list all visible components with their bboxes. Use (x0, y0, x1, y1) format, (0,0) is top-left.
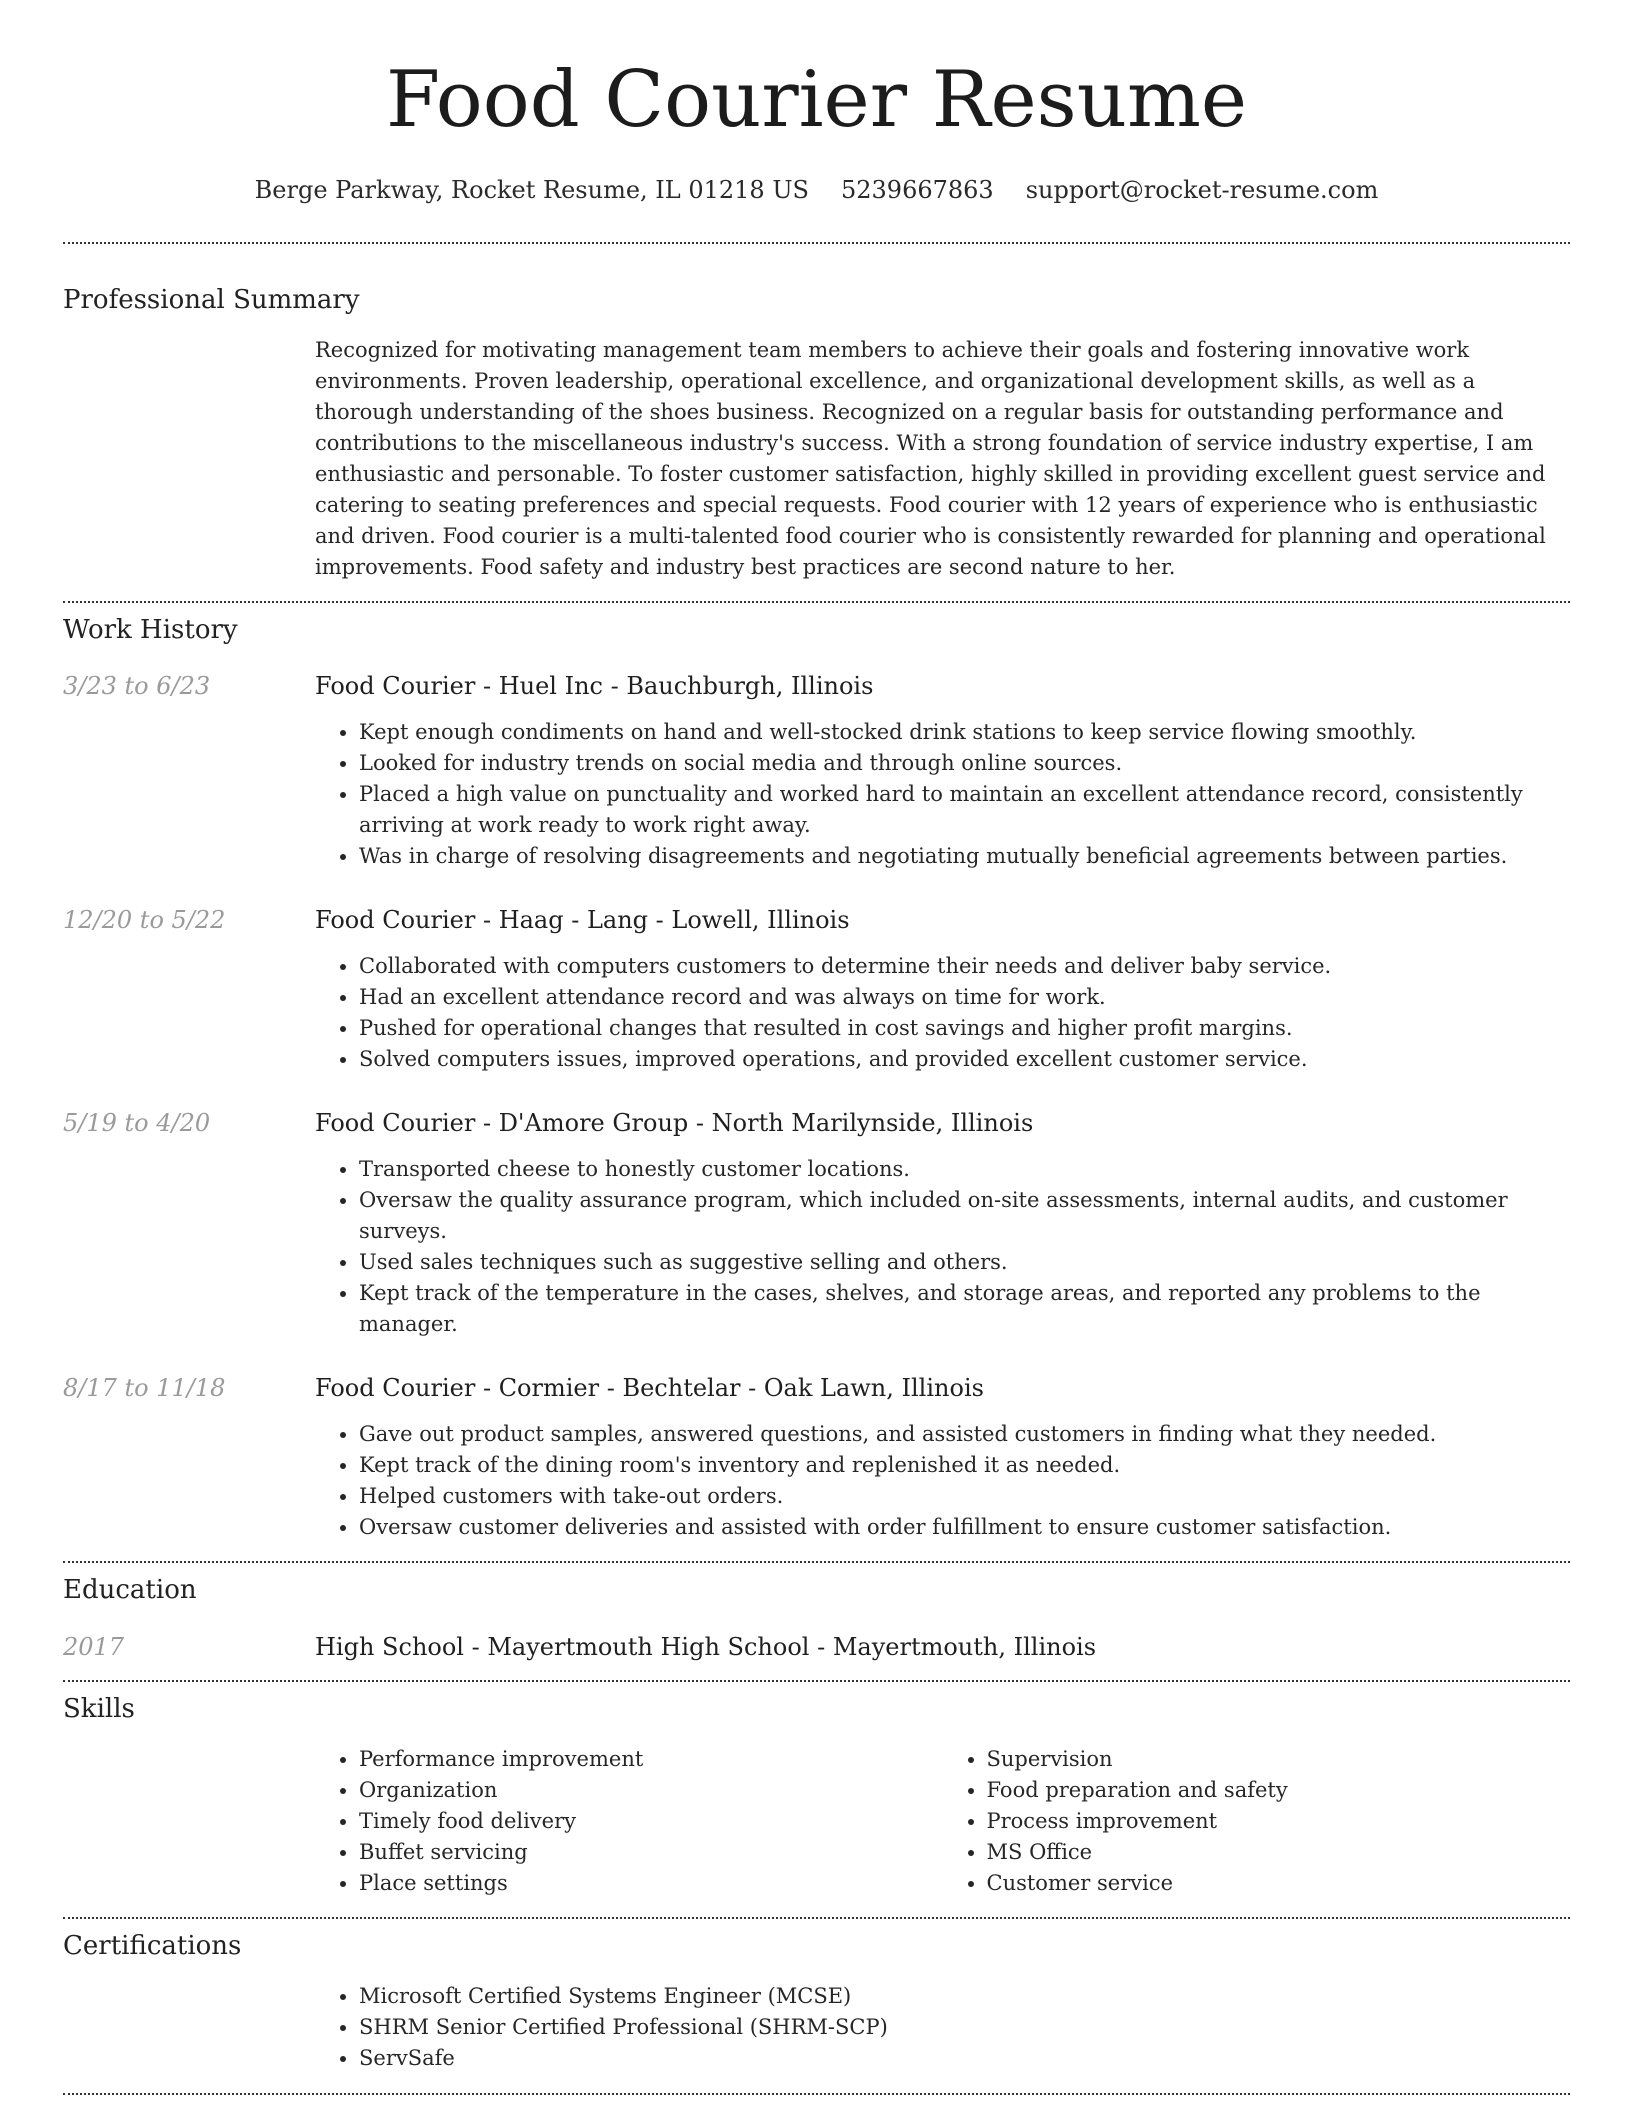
job-bullets (315, 1419, 1570, 1543)
skill-item: • MS Office (987, 1837, 1571, 1868)
job-bullet: • Kept track of the temperature in the cases, shelves, and storage areas, and reported any problems to the manager. (359, 1278, 1570, 1340)
certifications-list (315, 1981, 1570, 2074)
resume-title: Food Courier Resume (385, 55, 1248, 145)
job-dates: 12/20 to 5/22 (63, 906, 226, 934)
skill-item: • Process improvement (987, 1806, 1571, 1837)
job-bullet: • Solved computers issues, improved operations, and provided excellent customer service. (359, 1044, 1570, 1075)
job-title: Food Courier - Cormier - Bechtelar - Oak Lawn, Illinois (315, 1374, 984, 1402)
job-dates: 5/19 to 4/20 (63, 1109, 211, 1137)
job-bullet: • Collaborated with computers customers to determine their needs and deliver baby service. (359, 951, 1570, 982)
divider (63, 1680, 1570, 1682)
divider (63, 1917, 1570, 1919)
skills-row (63, 1744, 1570, 1899)
job-bullet: • Kept enough condiments on hand and well-stocked drink stations to keep service flowing smoothly. (359, 717, 1570, 748)
skills-list-left (315, 1744, 943, 1899)
job-bullet: • Oversaw the quality assurance program, which included on-site assessments, internal audits, and customer surveys. (359, 1185, 1570, 1247)
skills-list-right (943, 1744, 1571, 1899)
education-detail: High School - Mayertmouth High School - Mayertmouth, Illinois (315, 1633, 1097, 1661)
job-bullet: • Oversaw customer deliveries and assisted with order fulfillment to ensure customer satisfaction. (359, 1512, 1570, 1543)
job-bullet: • Kept track of the dining room's inventory and replenished it as needed. (359, 1450, 1570, 1481)
education-heading: Education (63, 1575, 197, 1605)
job-bullets (315, 951, 1570, 1075)
skill-item: • Supervision (987, 1744, 1571, 1775)
job-bullet: • Helped customers with take-out orders. (359, 1481, 1570, 1512)
job-bullet: • Pushed for operational changes that resulted in cost savings and higher profit margins. (359, 1013, 1570, 1044)
contact-email: support@rocket-resume.com (1025, 176, 1379, 204)
summary-heading: Professional Summary (63, 285, 360, 315)
divider (63, 2093, 1570, 2095)
job-bullet: • Gave out product samples, answered questions, and assisted customers in finding what they needed. (359, 1419, 1570, 1450)
summary-row (63, 335, 1570, 583)
job-dates: 3/23 to 6/23 (63, 672, 211, 700)
certification-item: • Microsoft Certified Systems Engineer (MCSE) (359, 1981, 1570, 2012)
education-entry (63, 1630, 1570, 1664)
skill-item: • Food preparation and safety (987, 1775, 1571, 1806)
job-bullet: • Was in charge of resolving disagreements and negotiating mutually beneficial agreements between parties. (359, 841, 1570, 872)
skill-item: • Buffet servicing (359, 1837, 943, 1868)
certifications-row (63, 1981, 1570, 2074)
job-dates: 8/17 to 11/18 (63, 1374, 226, 1402)
skill-item: • Customer service (987, 1868, 1571, 1899)
job-entry (63, 1371, 1570, 1543)
certification-item: • ServSafe (359, 2043, 1570, 2074)
job-bullet: • Had an excellent attendance record and was always on time for work. (359, 982, 1570, 1013)
contact-address: Berge Parkway, Rocket Resume, IL 01218 US (254, 176, 809, 204)
job-bullet: • Looked for industry trends on social media and through online sources. (359, 748, 1570, 779)
contact-phone: 5239667863 (841, 176, 994, 204)
job-bullet: • Placed a high value on punctuality and worked hard to maintain an excellent attendance record, consistently arriving at work ready to work right away. (359, 779, 1570, 841)
skill-item: • Place settings (359, 1868, 943, 1899)
skill-item: • Performance improvement (359, 1744, 943, 1775)
job-title: Food Courier - Haag - Lang - Lowell, Illinois (315, 906, 850, 934)
summary-text: Recognized for motivating management team members to achieve their goals and fostering innovative work environments. Proven leadership, operational excellence, and organizational development skills, as well as a thorough understanding of the shoes business. Recognized on a regular basis for outstanding performance and contributions to the miscellaneous industry's success. With a strong foundation of service industry expertise, I am enthusiastic and personable. To foster customer satisfaction, highly skilled in providing excellent guest service and catering to seating preferences and special requests. Food courier with 12 years of experience who is enthusiastic and driven. Food courier is a multi-talented food courier who is consistently rewarded for planning and operational improvements. Food safety and industry best practices are second nature to her. (315, 338, 1546, 579)
job-bullet: • Used sales techniques such as suggestive selling and others. (359, 1247, 1570, 1278)
job-entry (63, 903, 1570, 1075)
job-title: Food Courier - Huel Inc - Bauchburgh, Illinois (315, 672, 874, 700)
job-entry (63, 1106, 1570, 1340)
certification-item: • SHRM Senior Certified Professional (SHRM-SCP) (359, 2012, 1570, 2043)
certifications-heading: Certifications (63, 1931, 242, 1961)
skill-item: • Organization (359, 1775, 943, 1806)
job-entry (63, 669, 1570, 872)
job-bullets (315, 717, 1570, 872)
skills-heading: Skills (63, 1694, 135, 1724)
job-bullet: • Transported cheese to honestly customer locations. (359, 1154, 1570, 1185)
contact-line (63, 173, 1570, 207)
divider (63, 601, 1570, 603)
job-title: Food Courier - D'Amore Group - North Marilynside, Illinois (315, 1109, 1034, 1137)
divider (63, 1561, 1570, 1563)
skill-item: • Timely food delivery (359, 1806, 943, 1837)
job-bullets (315, 1154, 1570, 1340)
education-year: 2017 (63, 1633, 125, 1661)
divider (63, 242, 1570, 244)
work-history-heading: Work History (63, 615, 238, 645)
